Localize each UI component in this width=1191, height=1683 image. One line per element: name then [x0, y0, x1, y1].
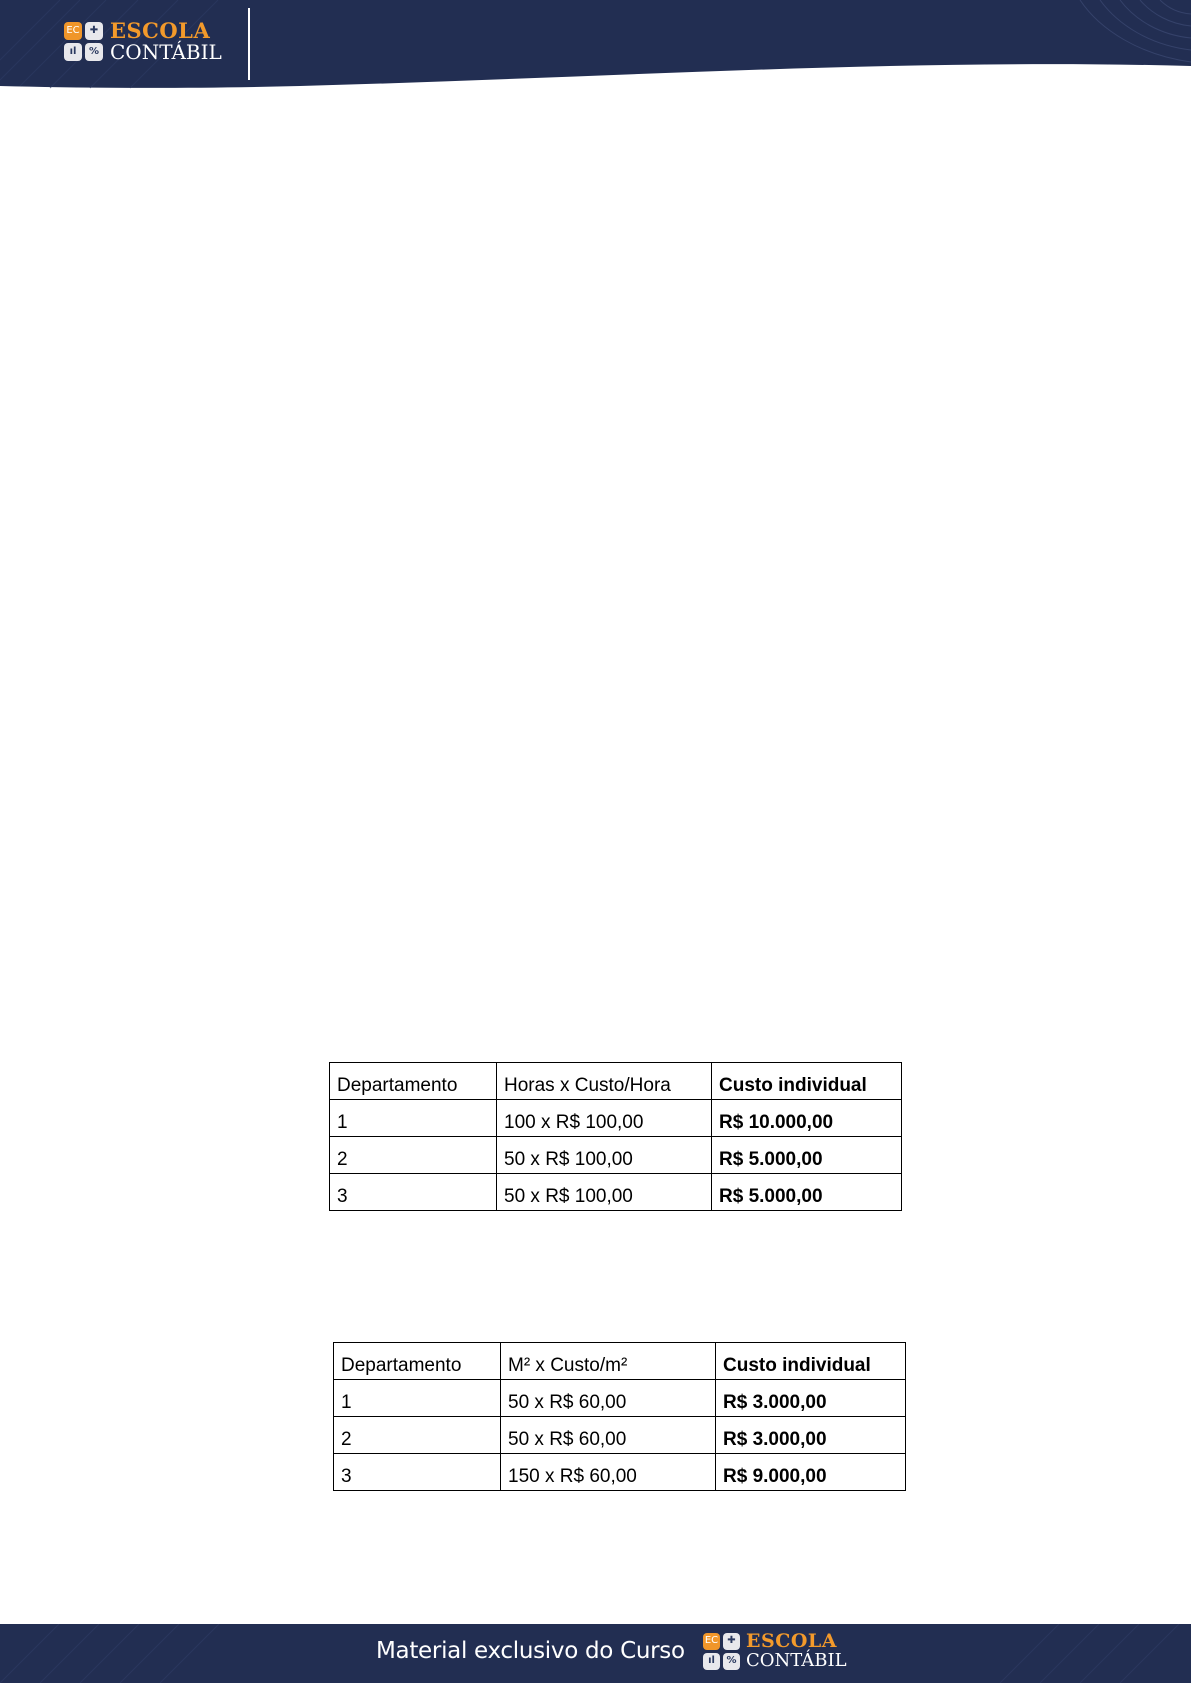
table-cell: 50 x R$ 60,00 — [501, 1417, 716, 1454]
logo-percent-icon: % — [723, 1653, 740, 1670]
table-cell: 2 — [334, 1417, 501, 1454]
table-cell: 1 — [334, 1380, 501, 1417]
table-row — [334, 1380, 906, 1417]
table-row — [330, 1100, 902, 1137]
logo-ec-icon: EC — [64, 22, 82, 40]
table-header-row — [330, 1063, 902, 1100]
logo-text-bottom: CONTÁBIL — [746, 1650, 847, 1671]
table-header-row — [334, 1343, 906, 1380]
table-cell: R$ 3.000,00 — [716, 1380, 906, 1417]
logo-icon — [703, 1633, 740, 1670]
table-cell: R$ 3.000,00 — [716, 1417, 906, 1454]
table-cell: R$ 5.000,00 — [712, 1174, 902, 1211]
logo-plus-icon: ✚ — [85, 22, 103, 40]
table-header-cell: Horas x Custo/Hora — [497, 1063, 712, 1100]
table-cell: 50 x R$ 100,00 — [497, 1137, 712, 1174]
table-cell: 50 x R$ 60,00 — [501, 1380, 716, 1417]
table-cell: 150 x R$ 60,00 — [501, 1454, 716, 1491]
page-footer — [0, 1624, 1191, 1683]
table-row — [334, 1454, 906, 1491]
logo-icon — [64, 22, 103, 61]
logo-chart-icon: ıl — [64, 43, 82, 61]
logo-plus-icon: ✚ — [723, 1633, 740, 1650]
table-header-cell: Departamento — [330, 1063, 497, 1100]
logo-ec-icon: EC — [703, 1633, 720, 1650]
header-divider — [248, 8, 250, 80]
table-header-cell: Custo individual — [716, 1343, 906, 1380]
hours-cost-table — [329, 1062, 902, 1211]
logo-percent-icon: % — [85, 43, 103, 61]
table-cell: R$ 10.000,00 — [712, 1100, 902, 1137]
table-cell: 2 — [330, 1137, 497, 1174]
logo-text-bottom: CONTÁBIL — [110, 40, 222, 64]
table-cell: 3 — [334, 1454, 501, 1491]
table-header-cell: M² x Custo/m² — [501, 1343, 716, 1380]
logo-chart-icon: ıl — [703, 1653, 720, 1670]
header-logo — [64, 20, 222, 62]
page-header — [0, 0, 1191, 92]
footer-text: Material exclusivo do Curso — [376, 1638, 685, 1664]
area-cost-table — [333, 1342, 906, 1491]
table-cell: R$ 5.000,00 — [712, 1137, 902, 1174]
table-row — [334, 1417, 906, 1454]
table-header-cell: Departamento — [334, 1343, 501, 1380]
table-cell: 100 x R$ 100,00 — [497, 1100, 712, 1137]
table-cell: 1 — [330, 1100, 497, 1137]
table-row — [330, 1174, 902, 1211]
table-cell: R$ 9.000,00 — [716, 1454, 906, 1491]
table-cell: 3 — [330, 1174, 497, 1211]
logo-text-top: ESCOLA — [746, 1630, 837, 1652]
footer-logo — [703, 1632, 847, 1670]
table-header-cell: Custo individual — [712, 1063, 902, 1100]
logo-text-top: ESCOLA — [110, 18, 211, 43]
table-row — [330, 1137, 902, 1174]
table-cell: 50 x R$ 100,00 — [497, 1174, 712, 1211]
